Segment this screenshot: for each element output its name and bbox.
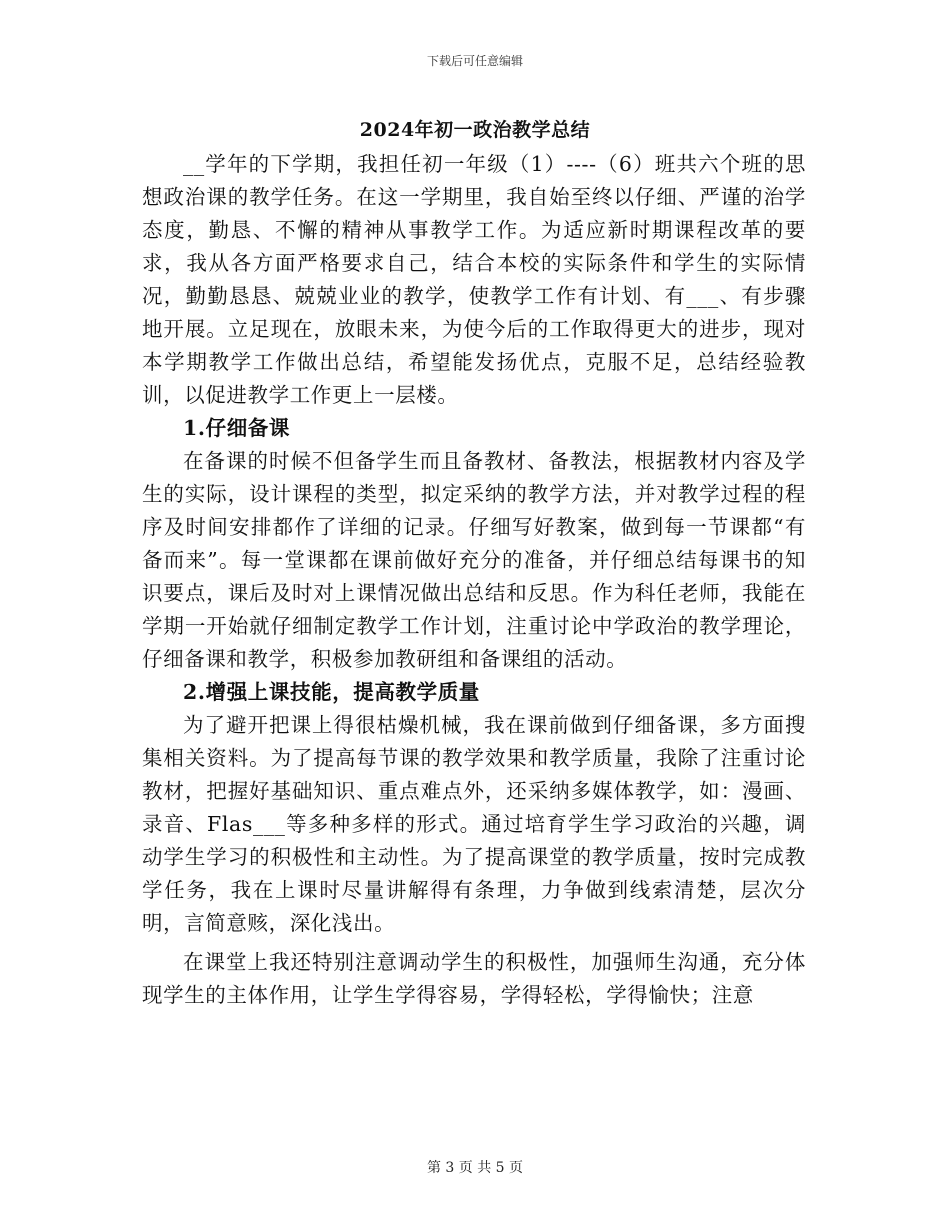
document-body <box>142 148 806 1012</box>
section-2-paragraph-1: 为了避开把课上得很枯燥机械，我在课前做到仔细备课，多方面搜集相关资料。为了提高每节课的教学效果和教学质量，我除了注重讨论教材，把握好基础知识、重点难点外，还采纳多媒体教学，如：漫画、录音、Flas___等多种多样的形式。通过培育学生学习政治的兴趣，调动学生学习的积极性和主动性。为了提高课堂的教学质量，按时完成教学任务，我在上课时尽量讲解得有条理，力争做到线索清楚，层次分明，言简意赅，深化浅出。 <box>142 713 806 935</box>
page-number: 第 3 页 共 5 页 <box>426 1160 524 1176</box>
section-2-paragraph-2: 在课堂上我还特别注意调动学生的积极性，加强师生沟通，充分体现学生的主体作用，让学生学得容易，学得轻松，学得愉快；注意 <box>142 950 806 1007</box>
document-title: 2024年初一政治教学总结 <box>359 119 591 141</box>
section-1-paragraph: 在备课的时候不但备学生而且备教材、备教法，根据教材内容及学生的实际，设计课程的类型，拟定采纳的教学方法，并对教学过程的程序及时间安排都作了详细的记录。仔细写好教案，做到每一节课都“有备而来”。每一堂课都在课前做好充分的准备，并仔细总结每课书的知识要点，课后及时对上课情况做出总结和反思。作为科任老师，我能在学期一开始就仔细制定教学工作计划，注重讨论中学政治的教学理论，仔细备课和教学，积极参加教研组和备课组的活动。 <box>142 449 806 671</box>
header-note: 下载后可任意编辑 <box>426 54 523 68</box>
intro-paragraph: __学年的下学期，我担任初一年级（1）----（6）班共六个班的思想政治课的教学任务。在这一学期里，我自始至终以仔细、严谨的治学态度，勤恳、不懈的精神从事教学工作。为适应新时期课程改革的要求，我从各方面严格要求自己，结合本校的实际条件和学生的实际情况，勤勤恳恳、兢兢业业的教学，使教学工作有计划、有___、有步骤地开展。立足现在，放眼未来，为使今后的工作取得更大的进步，现对本学期教学工作做出总结，希望能发扬优点，克服不足，总结经验教训，以促进教学工作更上一层楼。 <box>142 152 806 407</box>
section-1-heading: 1.仔细备课 <box>183 416 291 440</box>
section-2-heading: 2.增强上课技能，提高教学质量 <box>183 680 480 704</box>
